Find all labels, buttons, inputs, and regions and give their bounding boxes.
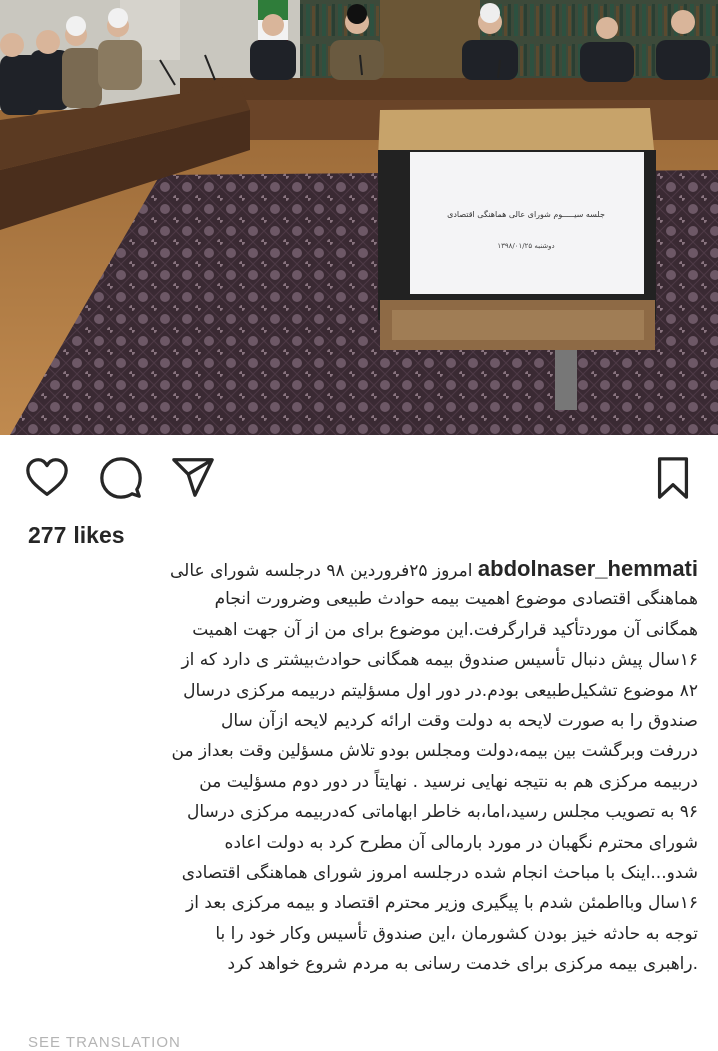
caption-line: شورای محترم نگهبان در مورد بارمالی آن مطرح کرد به دولت اعاده [224, 832, 698, 853]
caption-line: ۹۶ به تصویب مجلس رسید،اما،به خاطر ابهاماتی که‌دربیمه مرکزی درسال [186, 802, 698, 823]
screen-title: جلسه سیـــ‌ــوم شورای عالی هماهنگی اقتصادی [447, 210, 605, 219]
caption-line: ۱۶سال پیش دنبال تأسیس صندوق بیمه همگانی حوادث‌بیشتر ی دارد که از [181, 650, 698, 671]
caption-line: دررفت وبرگشت بین بیمه،دولت ومجلس بودو تلاش مسؤلین وقت بعداز من [171, 741, 698, 762]
caption-line [18, 554, 698, 584]
comment-bubble-icon[interactable] [98, 455, 144, 501]
caption-line: شدو...اینک با مباحث انجام شده درجلسه امروز شورای هماهنگی اقتصادی [181, 862, 698, 883]
post-photo[interactable] [0, 0, 718, 435]
post-caption [18, 554, 698, 979]
caption-text: امروز ۲۵فروردین ۹۸ درجلسه شورای عالی [170, 561, 473, 581]
caption-line: ۸۲ موضوع تشکیل‌طبیعی بودم.در دور اول مسؤلیتم دربیمه مرکزی درسال [183, 680, 698, 701]
see-translation-link[interactable]: SEE TRANSLATION [28, 1034, 181, 1051]
likes-word: likes [73, 522, 125, 548]
likes-count[interactable] [28, 518, 125, 552]
likes-number: 277 [28, 522, 67, 548]
caption-line: ۱۶سال وبااطمئن شدم با پیگیری وزیر محترم اقتصاد و بیمه مرکزی بعد از [185, 893, 698, 914]
post-action-bar [0, 435, 718, 520]
screen-date: دوشنبه ۱۳۹۸/۰۱/۲۵ [497, 242, 555, 250]
username-link[interactable]: abdolnaser_hemmati [477, 556, 698, 581]
caption-line: توجه به حادثه خیز بودن کشورمان ،این صندوق تأسیس وکار خود را با [215, 923, 698, 944]
caption-line: دربیمه مرکزی هم به نتیجه نهایی نرسید . نهایتاً در دور دوم مسؤلیت من [199, 771, 698, 792]
bookmark-icon[interactable] [650, 455, 696, 501]
paper-plane-icon[interactable] [170, 455, 216, 501]
caption-line: .راهبری بیمه مرکزی برای خدمت رسانی به مردم شروع خواهد کرد [227, 954, 698, 975]
caption-line: صندوق را به صورت لایحه به دولت وقت ارائه کردیم لایحه ازآن سال [220, 710, 698, 731]
caption-line: هماهنگی اقتصادی موضوع اهمیت بیمه حوادث طبیعی وضرورت انجام [214, 589, 698, 610]
caption-line: همگانی آن موردتأکید قرارگرفت.این موضوع برای من از آن جهت اهمیت [192, 619, 698, 640]
heart-icon[interactable] [24, 455, 70, 501]
